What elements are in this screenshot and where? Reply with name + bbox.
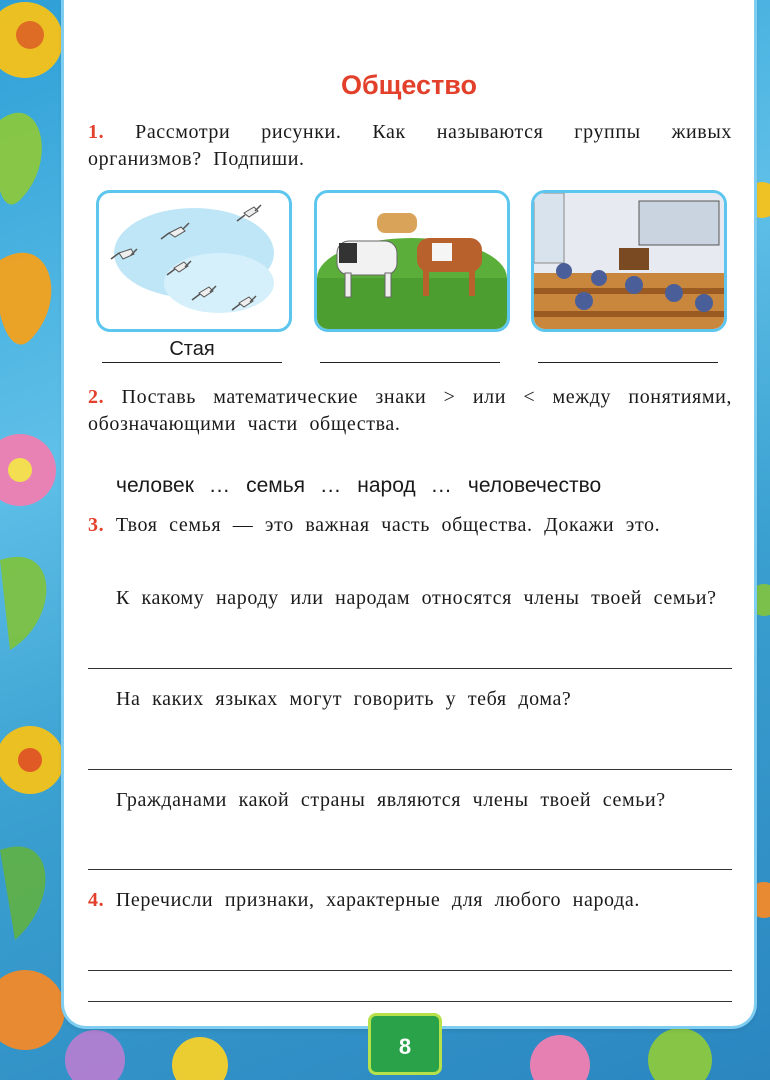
compare-slot[interactable]: ...: [431, 474, 453, 497]
compare-row: [116, 474, 601, 498]
page-title: Общество: [340, 70, 478, 100]
task-number: 1.: [88, 121, 105, 143]
picture-2-answer-line[interactable]: [320, 362, 500, 363]
answer-line[interactable]: [88, 668, 732, 669]
task-2: [88, 384, 732, 438]
answer-line[interactable]: [88, 869, 732, 870]
task-number: 2.: [88, 386, 105, 408]
workbook-page: [64, 0, 754, 1026]
task-3: [88, 512, 732, 539]
task-text: Поставь математические знаки > или < между понятиями, обозначающими части общества.: [88, 386, 732, 435]
picture-1-answer-line[interactable]: [102, 362, 282, 363]
task-text: Рассмотри рисунки. Как называются группы живых организмов? Подпиши.: [88, 121, 732, 170]
task-1: [88, 119, 732, 173]
compare-item: семья: [246, 474, 306, 497]
compare-item: человек: [116, 474, 194, 497]
compare-slot[interactable]: ...: [209, 474, 231, 497]
cows-herd-picture: [314, 190, 510, 332]
compare-item: человечество: [467, 474, 602, 497]
page-number-badge: 8: [368, 1013, 442, 1075]
task-text: Перечисли признаки, характерные для любого народа.: [115, 889, 640, 911]
compare-item: народ: [357, 474, 416, 497]
picture-3-answer-line[interactable]: [538, 362, 718, 363]
task-number: 4.: [88, 889, 105, 911]
picture-1-caption: Стая: [169, 338, 215, 360]
compare-slot[interactable]: ...: [320, 474, 342, 497]
task-number: 3.: [88, 514, 105, 536]
classroom-students-picture: [531, 190, 727, 332]
task-4: [88, 887, 732, 914]
flying-geese-picture: [96, 190, 292, 332]
question-3: Гражданами какой страны являются члены твоей семьи?: [116, 789, 666, 811]
answer-line[interactable]: [88, 769, 732, 770]
answer-line[interactable]: [88, 970, 732, 971]
answer-line[interactable]: [88, 1001, 732, 1002]
task-text: Твоя семья — это важная часть общества. Докажи это.: [115, 514, 661, 536]
question-1: К какому народу или народам относятся члены твоей семьи?: [116, 587, 717, 609]
question-2: На каких языках могут говорить у тебя дома?: [116, 688, 572, 710]
